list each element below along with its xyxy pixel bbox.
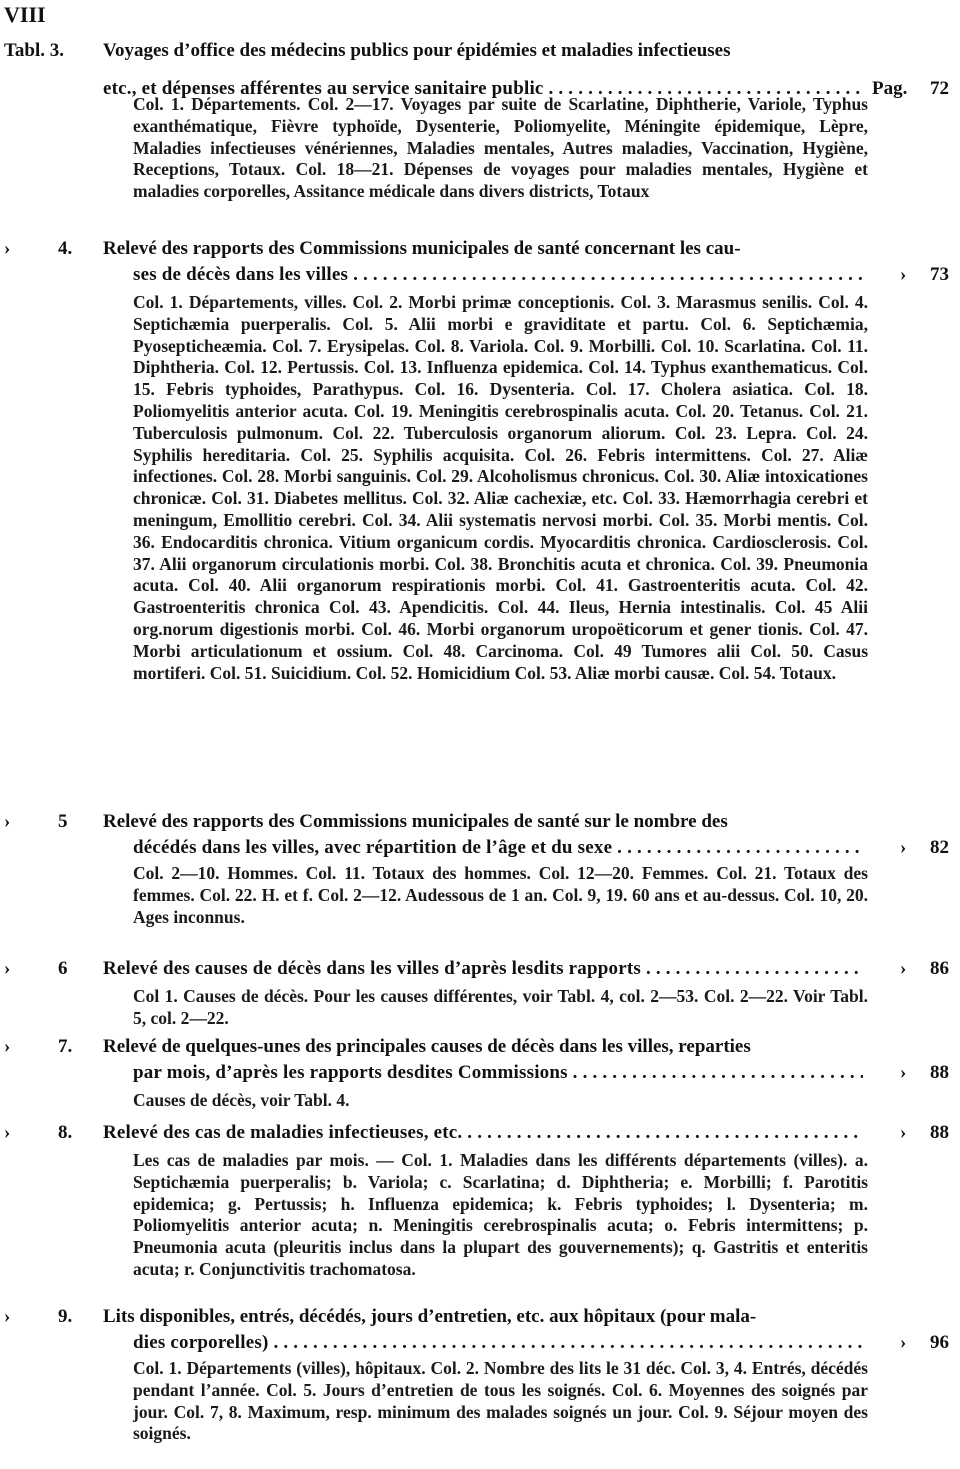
entry-title-line-1: Lits disponibles, entrés, décédés, jours d’entretien, etc. aux hôpitaux (pour mala- (103, 1306, 757, 1327)
entry-number: 4. (58, 238, 73, 259)
entry-title-line-2: ses de décès dans les villes . . . (133, 264, 863, 290)
entry-description: Col. 2—10. Hommes. Col. 11. Totaux des hommes. Col. 12—20. Femmes. Col. 21. Totaux des femmes. Col. 22. H. et f. Col. 2—12. Audessous de 1 an. Col. 9, 19. 60 ans et au-dessus. Col. 10, 20. Ages inconnus. (133, 863, 868, 927)
entry-page: 86 (930, 958, 949, 979)
entry-number: 6 (58, 958, 68, 979)
entry-title-line-1: Voyages d’office des médecins publics pour épidémies et maladies infectieuses (103, 40, 731, 61)
entry-page-mark: › (900, 837, 907, 858)
entry-prefix: › (4, 811, 11, 832)
entry-prefix: › (4, 238, 11, 259)
entry-page-mark: › (900, 264, 907, 285)
entry-page-label: Pag. (872, 78, 908, 99)
entry-title-line-1: Relevé de quelques-unes des principales causes de décès dans les villes, reparties (103, 1036, 751, 1057)
entry-description: Causes de décès, voir Tabl. 4. (133, 1090, 350, 1110)
entry-title-line-2: dies corporelles) . . . (133, 1332, 863, 1358)
entry-number: 8. (58, 1122, 73, 1143)
entry-title-line-1: Relevé des causes de décès dans les villes d’après lesdits rapports . . . (103, 958, 863, 984)
entry-description: Col. 1. Départements, villes. Col. 2. Morbi primæ conceptionis. Col. 3. Marasmus senilis. Col. 4. Septichæmia puerperalis. Col. 5. Alii morbi e graviditate et partu. Col. 6. Septichæmia, Pyosepticheæmia. Col. 7. Erysipelas. Col. 8. Variola. Col. 9. Morbilli. Col. 10. Scarlatina. Col. 11. Diphtheria. Col. 12. Pertussis. Col. 13. Influenza epidemica. Col. 14. Typhus exanthematicus. Col. 15. Febris typhoides, Parathypus. Col. 16. Dysenteria. Col. 17. Cholera asiatica. Col. 18. Poliomyelitis anterior acuta. Col. 19. Meningitis cerebrospinalis acuta. Col. 20. Tetanus. Col. 21. Tuberculosis pulmonum. Col. 22. Tuberculosis organorum aliorum. Col. 23. Lepra. Col. 24. Syphilis hereditaria. Col. 25. Syphilis acquisita. Col. 26. Febris intermittens. Col. 27. Aliæ infectiones. Col. 28. Morbi sanguinis. Col. 29. Alcoholismus chronicus. Col. 30. Aliæ intoxicationes chronicæ. Col. 31. Diabetes mellitus. Col. 32. Aliæ cachexiæ, etc. Col. 33. Hæmorrhagia cerebri et meningum, Emollitio cerebri. Col. 34. Alii systematis nervosi morbi. Col. 35. Morbi mentis. Col. 36. Endocarditis chronica. Vitium organicum cordis. Myocarditis chronica. Cardiosclerosis. Col. 37. Alii organorum circulationis morbi. Col. 38. Bronchitis acuta et chronica. Col. 39. Pneumonia acuta. Col. 40. Alii organorum respirationis morbi. Col. 41. Gastroenteritis acuta. Col. 42. Gastroenteritis chronica Col. 43. Apendicitis. Col. 44. Ileus, Hernia intestinalis. Col. 45 Alii org.norum digestionis morbi. Col. 46. Morbi organorum uropoëticorum et gener tionis. Col. 47. Morbi articulationum et ossium. Col. 48. Carcinoma. Col. 49 Tumores alii Col. 50. Casus mortiferi. Col. 51. Suicidium. Col. 52. Homicidium Col. 53. Aliæ morbi causæ. Col. 54. Totaux. (133, 292, 868, 683)
page-number: VIII (4, 2, 46, 27)
entry-number: 5 (58, 811, 68, 832)
entry-description: Col 1. Causes de décès. Pour les causes différentes, voir Tabl. 4, col. 2—53. Col. 2—22. Voir Tabl. 5, col. 2—22. (133, 986, 868, 1028)
entry-page-mark: › (900, 1062, 907, 1083)
entry-title-line-1: Relevé des rapports des Commissions municipales de santé sur le nombre des (103, 811, 728, 832)
entry-page-mark: › (900, 1332, 907, 1353)
entry-page-mark: › (900, 1122, 907, 1143)
entry-title-line-1: Relevé des rapports des Commissions municipales de santé concernant les cau- (103, 238, 741, 259)
entry-page-mark: › (900, 958, 907, 979)
entry-number: 7. (58, 1036, 73, 1057)
entry-prefix: › (4, 1122, 11, 1143)
entry-page: 88 (930, 1062, 949, 1083)
entry-title-line-2: par mois, d’après les rapports desdites Commissions . . . (133, 1062, 863, 1088)
entry-number: 9. (58, 1306, 73, 1327)
entry-page: 88 (930, 1122, 949, 1143)
entry-page: 82 (930, 837, 949, 858)
entry-prefix: › (4, 1306, 11, 1327)
entry-page: 73 (930, 264, 949, 285)
entry-title-line-2: décédés dans les villes, avec répartition de l’âge et du sexe . . . (133, 837, 863, 863)
entry-page: 96 (930, 1332, 949, 1353)
entry-title-line-2: etc., et dépenses afférentes au service sanitaire public . . . (103, 78, 863, 104)
entry-prefix: › (4, 1036, 11, 1057)
entry-title-line-1: Relevé des cas de maladies infectieuses, etc. . . . (103, 1122, 863, 1148)
entry-prefix: Tabl. 3. (4, 40, 65, 61)
entry-description: Col. 1. Départements (villes), hôpitaux. Col. 2. Nombre des lits le 31 déc. Col. 3, 4. Entrés, décédés pendant l’année. Col. 5. Jours d’entretien de tous les soignés. Col. 6. Moyennes des soignés par jour. Col. 7, 8. Maximum, resp. minimum des malades soignés un jour. Col. 9. Séjour moyen des soignés. (133, 1358, 868, 1444)
entry-page: 72 (930, 78, 949, 99)
entry-description: Col. 1. Départements. Col. 2—17. Voyages par suite de Scarlatine, Diphtherie, Variole, Typhus exanthématique, Fièvre typhoïde, Dysenterie, Poliomyelite, Méningite épidemique, Lèpre, Maladies infectieuses vénériennes, Maladies mentales, Autres maladies, Vaccination, Hygiène, Receptions, Totaux. Col. 18—21. Dépenses de voyages pour maladies mentales, Hygiène et maladies corporelles, Assitance médicale dans divers districts, Totaux (133, 94, 868, 202)
entry-description: Les cas de maladies par mois. — Col. 1. Maladies dans les différents départements (villes). a. Septichæmia puerperalis; b. Variola; c. Scarlatina; d. Diphtheria; e. Morbilli; f. Parotitis epidemica; g. Pertussis; h. Influenza epidemica; k. Febris typhoides; l. Dysenteria; m. Poliomyelitis anterior acuta; n. Meningitis cerebrospinalis acuta; o. Febris intermittens; p. Pneumonia acuta (pleuritis inclus dans la plupart des gouvernements); q. Gastritis et enteritis acuta; r. Conjunctivitis trachomatosa. (133, 1150, 868, 1279)
entry-prefix: › (4, 958, 11, 979)
